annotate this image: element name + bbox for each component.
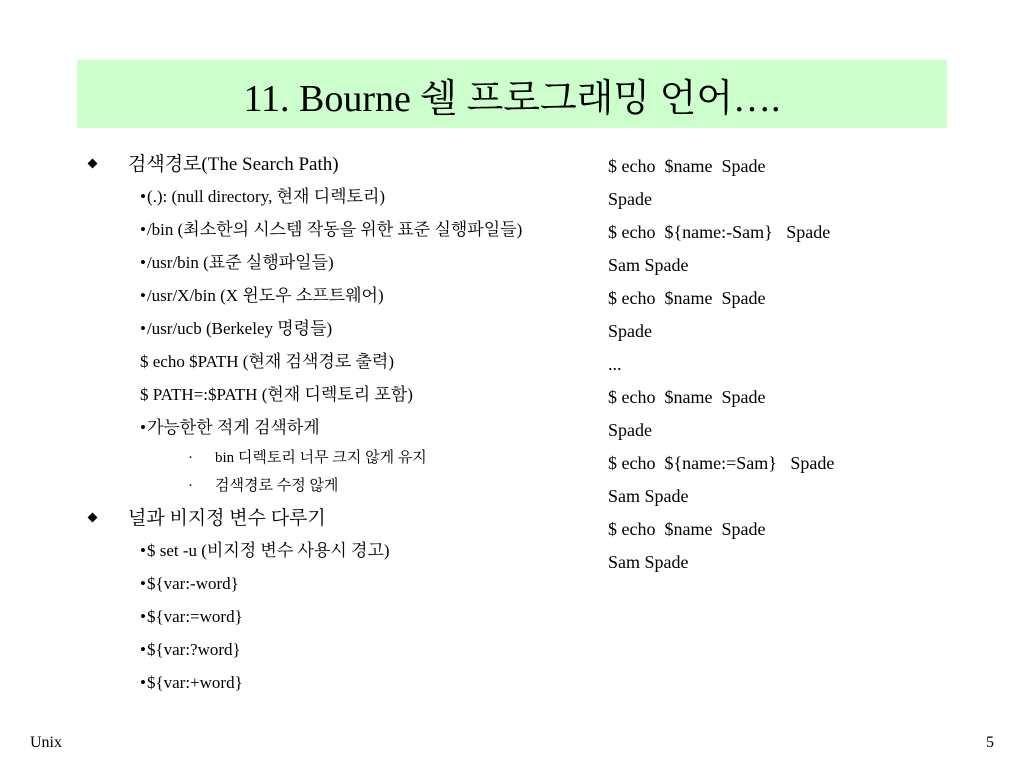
diamond-bullet-icon: [88, 513, 98, 523]
middle-dot-icon: ·: [188, 478, 193, 494]
page-number: 5: [986, 734, 994, 751]
code-line: Sam Spade: [608, 486, 689, 506]
bullet-icon: •: [140, 319, 146, 338]
section-heading-null-variables: 널과 비지정 변수 다루기: [85, 504, 555, 534]
middle-dot-icon: ·: [188, 450, 193, 466]
slide-title: 11. Bourne 쉘 프로그래밍 언어….: [243, 77, 781, 120]
code-line: $ echo $name Spade: [608, 519, 766, 539]
code-line: Spade: [608, 189, 652, 209]
code-line: Sam Spade: [608, 255, 689, 275]
section-heading-search-path: 검색경로(The Search Path): [85, 150, 555, 180]
bullet-icon: •: [140, 253, 146, 272]
bullet-icon: •: [140, 286, 146, 305]
list-item: •가능한한 적게 검색하게: [140, 418, 320, 437]
list-item: •/usr/bin (표준 실행파일들): [140, 253, 334, 272]
list-item: $ PATH=:$PATH (현재 디렉토리 포함): [140, 385, 413, 404]
bullet-icon: •: [140, 574, 146, 593]
list-item: •$ set -u (비지정 변수 사용시 경고): [140, 541, 390, 560]
code-line: Sam Spade: [608, 552, 689, 572]
sub-list-item: · 검색경로 수정 않게: [85, 472, 555, 500]
list-item: •/bin (최소한의 시스템 작동을 위한 표준 실행파일들): [140, 220, 523, 239]
bullet-icon: •: [140, 418, 146, 437]
bullet-icon: •: [140, 607, 146, 626]
bullet-icon: •: [140, 541, 146, 560]
code-line: ...: [608, 354, 622, 374]
list-item: •${var:-word}: [140, 574, 239, 593]
bullet-icon: •: [140, 673, 146, 692]
code-line: $ echo $name Spade: [608, 156, 766, 176]
footer-label: Unix: [30, 734, 62, 751]
sub-list-item: · bin 디렉토리 너무 크지 않게 유지: [85, 444, 555, 472]
list-item: •${var:+word}: [140, 673, 243, 692]
code-line: $ echo $name Spade: [608, 387, 766, 407]
list-item: •(.): (null directory, 현재 디렉토리): [140, 187, 386, 206]
code-line: Spade: [608, 321, 652, 341]
list-item: $ echo $PATH (현재 검색경로 출력): [140, 352, 394, 371]
code-line: $ echo $name Spade: [608, 288, 766, 308]
code-line: $ echo ${name:=Sam} Spade: [608, 453, 835, 473]
code-line: Spade: [608, 420, 652, 440]
list-item: •${var:=word}: [140, 607, 243, 626]
list-item: •/usr/X/bin (X 윈도우 소프트웨어): [140, 286, 384, 305]
left-column: [85, 150, 555, 699]
diamond-bullet-icon: [88, 159, 98, 169]
bullet-icon: •: [140, 220, 146, 239]
list-item: •${var:?word}: [140, 640, 241, 659]
bullet-icon: •: [140, 640, 146, 659]
bullet-icon: •: [140, 187, 146, 206]
list-item: •/usr/ucb (Berkeley 명령들): [140, 319, 333, 338]
code-line: $ echo ${name:-Sam} Spade: [608, 222, 831, 242]
title-banner: [77, 60, 947, 128]
right-column-code-examples: [608, 150, 834, 579]
